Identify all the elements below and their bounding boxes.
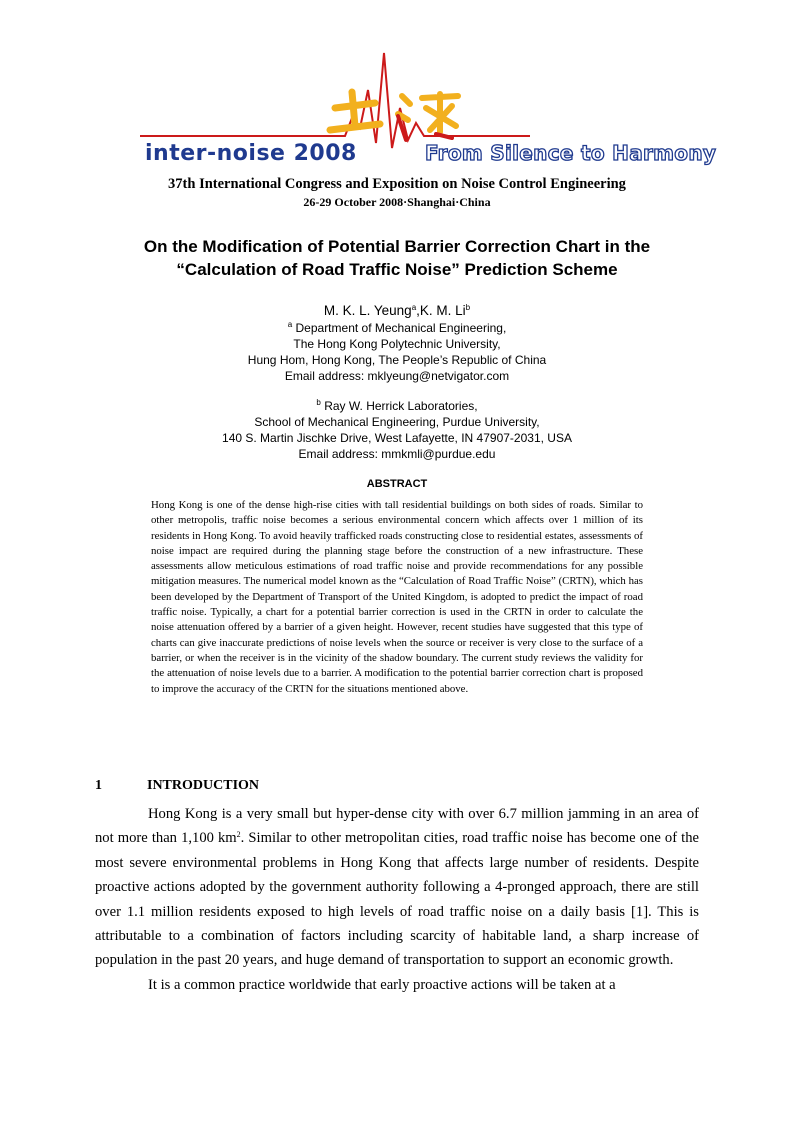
congress-date: 26-29 October 2008·Shanghai·China <box>303 195 491 209</box>
author-affil-marker: a <box>411 303 417 312</box>
author-affil-marker: b <box>465 303 471 312</box>
affil-line: School of Mechanical Engineering, Purdue University, <box>254 415 540 429</box>
paragraph: It is a common practice worldwide that early proactive actions will be taken at a <box>148 976 616 993</box>
paper-title <box>80 235 714 281</box>
affil-marker: b <box>316 398 321 407</box>
affil-email: Email address: mklyeung@netvigator.com <box>284 369 510 383</box>
affil-line: The Hong Kong Polytechnic University, <box>293 337 501 351</box>
affil-email: Email address: mmkmli@purdue.edu <box>298 447 496 461</box>
paper-title-line1: On the Modification of Potential Barrier Correction Chart in the <box>143 237 651 256</box>
soundwave-line <box>140 53 530 148</box>
introduction-body <box>95 802 699 997</box>
brand-slogan: From Silence to Harmony <box>425 141 717 165</box>
paper-title-line2: “Calculation of Road Traffic Noise” Prediction Scheme <box>176 260 618 279</box>
calligraphy-hai <box>398 94 458 132</box>
abstract-heading: ABSTRACT <box>366 478 428 490</box>
affiliation-a <box>0 320 794 384</box>
author-list <box>0 303 794 318</box>
affil-line: 140 S. Martin Jischke Drive, West Lafayette, IN 47907-2031, USA <box>222 431 572 445</box>
section-title: INTRODUCTION <box>147 778 260 793</box>
section-number: 1 <box>95 778 102 793</box>
author-name: K. M. Li <box>419 303 466 318</box>
congress-name: 37th International Congress and Exposition on Noise Control Engineering <box>168 176 626 192</box>
affiliation-b <box>0 398 794 462</box>
affil-line: Ray W. Herrick Laboratories, <box>324 399 478 413</box>
author-separator: , <box>416 303 420 318</box>
brand-wordmark: inter-noise 2008 <box>145 141 357 166</box>
author-name: M. K. L. Yeung <box>323 303 412 318</box>
affil-marker: a <box>287 320 293 329</box>
affil-line: Hung Hom, Hong Kong, The People’s Republic of China <box>247 353 547 367</box>
section-heading <box>95 778 259 794</box>
calligraphy-shang <box>330 92 380 130</box>
affil-line: Department of Mechanical Engineering, <box>295 321 507 335</box>
paragraph: Hong Kong is a very small but hyper-dense city with over 6.7 million jamming in an area of not more than 1,100 $km^2$. Similar to other metropolitan cities, road traffic noise has become one of the most severe environmental problems in Hong Kong that affects large number of residents. Despite proactive actions adopted by the government authority following a 4-pronged approach, there are still over 1.1 million residents exposed to high levels of road traffic noise on a daily basis [1]. This is attributable to a combination of factors including scarcity of habitable land, a sharp increase of population in the past 20 years, and huge demand of transportation to support an economic growth. <box>95 806 700 969</box>
abstract-text: Hong Kong is one of the dense high-rise cities with tall residential buildings on both sides of roads. Similar to other metropolis, traffic noise becomes a serious environmental concern which affects over 1 million of its residents in Hong Kong. To avoid heavily trafficked roads constructing close to residential estates, assessments of noise impact are required during the planning stage before the construction of a new infrastructure. These assessments allow meticulous estimations of road traffic noise and provide recommendations for any possible mitigation measures. The numerical model known as the “Calculation of Road Traffic Noise” (CRTN), which has been developed by the Department of Transport of the United Kingdom, is adopted to predict the impact of road traffic noise. Typically, a chart for a potential barrier correction is used in the CRTN in order to calculate the noise attenuation offered by a barrier of a given height. However, recent studies have suggested that this type of charts can give inaccurate predictions of noise levels when the source or receiver is very close to the surface of a barrier, or when the receiver is in the vicinity of the shadow boundary. The current study reviews the validity for the attenuation of noise levels due to a barrier. A modification to the potential barrier correction chart is proposed to improve the accuracy of the CRTN for the situations mentioned above. <box>151 499 643 695</box>
